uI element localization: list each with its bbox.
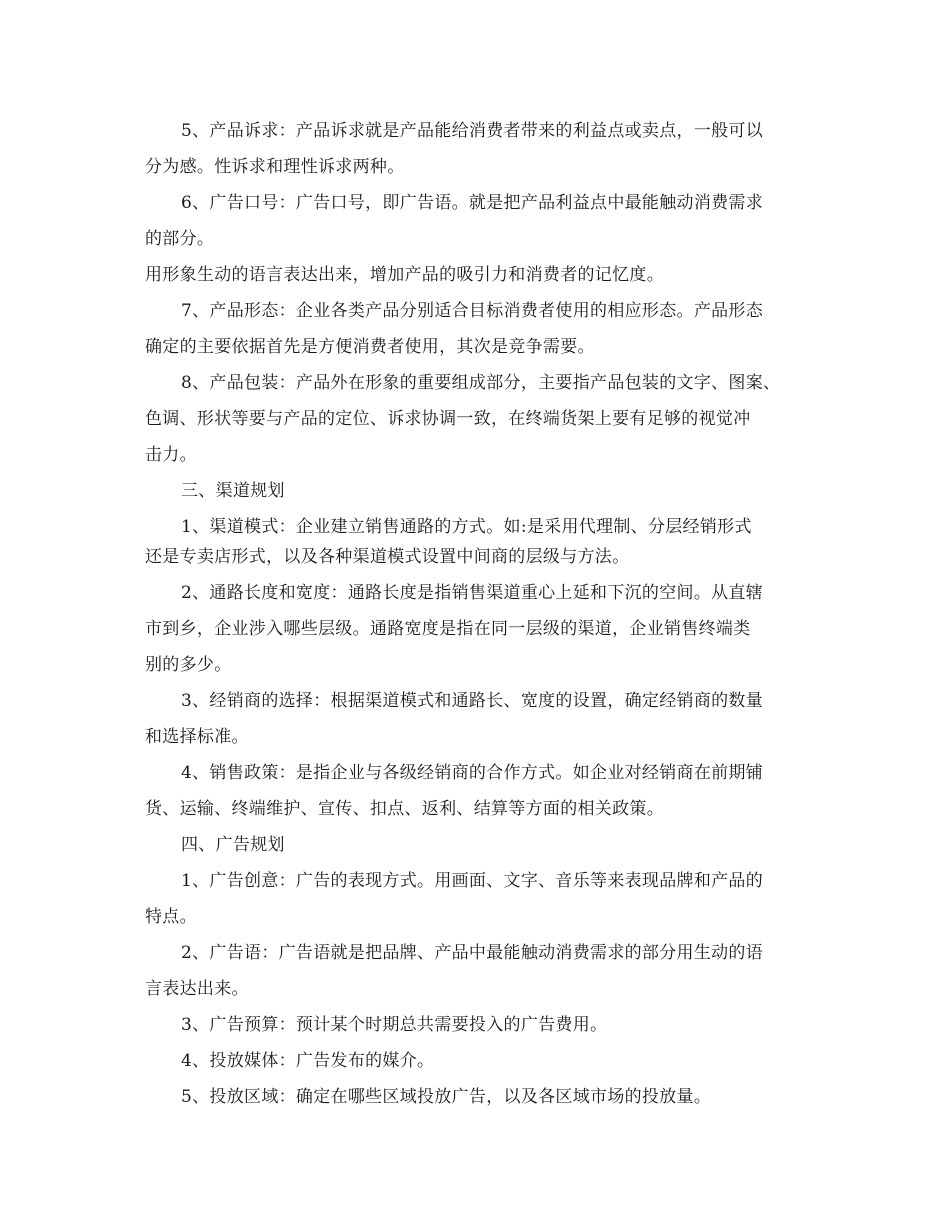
section-heading: 四、广告规划 [181, 835, 285, 855]
paragraph-line: 和选择标准。 [145, 727, 249, 747]
paragraph-line: 3、广告预算：预计某个时期总共需要投入的广告费用。 [181, 1015, 608, 1035]
paragraph-line: 8、产品包装：产品外在形象的重要组成部分，主要指产品包装的文字、图案、 [181, 373, 781, 393]
paragraph-line: 5、投放区域：确定在哪些区域投放广告，以及各区域市场的投放量。 [181, 1087, 712, 1107]
paragraph-line: 货、运输、终端维护、宣传、扣点、返利、结算等方面的相关政策。 [145, 799, 664, 819]
paragraph-line: 2、通路长度和宽度：通路长度是指销售渠道重心上延和下沉的空间。从直辖 [181, 583, 764, 603]
paragraph-line: 还是专卖店形式，以及各种渠道模式设置中间商的层级与方法。 [145, 547, 630, 567]
paragraph-line: 击力。 [145, 445, 197, 465]
paragraph-line: 的部分。 [145, 229, 215, 249]
paragraph-line: 1、广告创意：广告的表现方式。用画面、文字、音乐等来表现品牌和产品的 [181, 871, 764, 891]
paragraph-line: 言表达出来。 [145, 979, 249, 999]
paragraph-line: 4、投放媒体：广告发布的媒介。 [181, 1051, 435, 1071]
paragraph-line: 用形象生动的语言表达出来，增加产品的吸引力和消费者的记忆度。 [145, 265, 664, 285]
paragraph-line: 5、产品诉求：产品诉求就是产品能给消费者带来的利益点或卖点，一般可以 [181, 121, 764, 141]
paragraph-line: 3、经销商的选择：根据渠道模式和通路长、宽度的设置，确定经销商的数量 [181, 691, 764, 711]
paragraph-line: 7、产品形态：企业各类产品分别适合目标消费者使用的相应形态。产品形态 [181, 301, 764, 321]
paragraph-line: 别的多少。 [145, 655, 232, 675]
section-heading: 三、渠道规划 [181, 481, 285, 501]
paragraph-line: 1、渠道模式：企业建立销售通路的方式。如:是采用代理制、分层经销形式 [181, 517, 752, 537]
paragraph-line: 确定的主要依据首先是方便消费者使用，其次是竞争需要。 [145, 337, 595, 357]
paragraph-line: 特点。 [145, 907, 197, 927]
paragraph-line: 2、广告语：广告语就是把品牌、产品中最能触动消费需求的部分用生动的语 [181, 943, 764, 963]
paragraph-line: 6、广告口号：广告口号，即广告语。就是把产品利益点中最能触动消费需求 [181, 193, 764, 213]
paragraph-line: 色调、形状等要与产品的定位、诉求协调一致，在终端货架上要有足够的视觉冲 [145, 409, 751, 429]
paragraph-line: 4、销售政策：是指企业与各级经销商的合作方式。如企业对经销商在前期铺 [181, 763, 764, 783]
paragraph-line: 分为感。性诉求和理性诉求两种。 [145, 157, 405, 177]
paragraph-line: 市到乡，企业涉入哪些层级。通路宽度是指在同一层级的渠道，企业销售终端类 [145, 619, 751, 639]
